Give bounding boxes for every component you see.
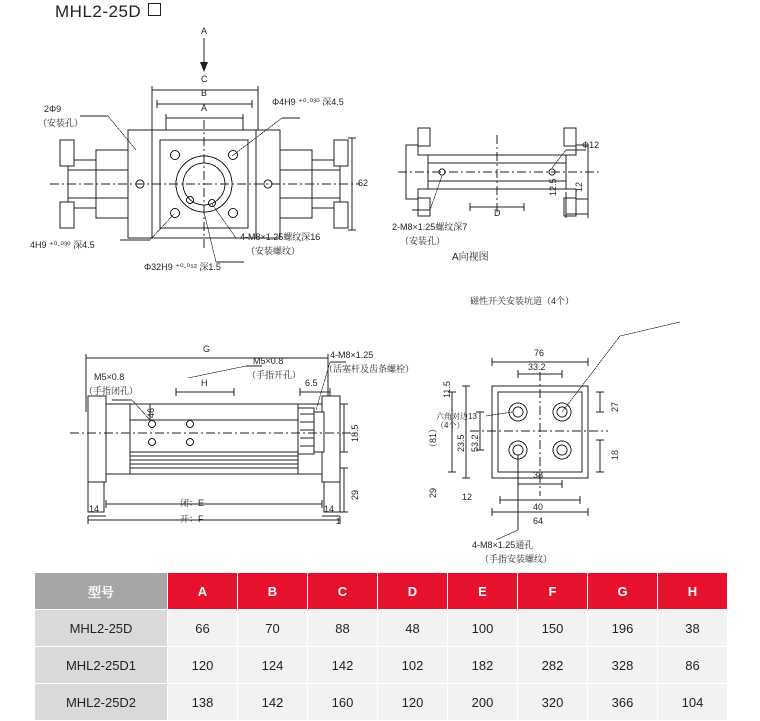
dim-532-label: 53.2 [470, 434, 480, 452]
note-finger-mount-thread: （手指安装螺纹） [480, 554, 553, 564]
cell-e: 200 [448, 684, 518, 721]
table-row [35, 684, 728, 721]
note-phi32h9: Φ32H9 ⁺⁰·⁰⁵² 深1.5 [144, 262, 221, 272]
page-title-text: MHL2-25D [55, 2, 142, 21]
dim-332-label: 33.2 [528, 362, 546, 372]
header-e: E [448, 573, 518, 610]
note-4m8-thread: 4-M8×1.25螺纹深16 [240, 232, 321, 242]
cell-b: 124 [238, 647, 308, 684]
note-mount-thread: （安装螺纹） [246, 246, 301, 256]
dim-1-label: 1 [336, 517, 341, 526]
cell-g: 328 [588, 647, 658, 684]
cell-h: 104 [658, 684, 728, 721]
note-4m8-125: 4-M8×1.25 [330, 350, 374, 360]
dim-65-label: 6.5 [305, 378, 318, 388]
note-hex-13: 六角对边13（4个） [436, 412, 477, 430]
arrow-a-label: A [201, 26, 208, 36]
dim-14-left: 14 [89, 504, 100, 514]
table-row [35, 610, 728, 647]
table-row [35, 647, 728, 684]
cell-a: 138 [168, 684, 238, 721]
cell-a: 66 [168, 610, 238, 647]
cell-model: MHL2-25D1 [35, 647, 168, 684]
header-c: C [308, 573, 378, 610]
dim-d-label: D [494, 208, 501, 218]
dim-b-label: B [201, 88, 208, 98]
cell-c: 160 [308, 684, 378, 721]
dim-27-label: 27 [610, 401, 620, 412]
cell-g: 196 [588, 610, 658, 647]
dim-62-label: 62 [358, 178, 369, 188]
cell-f: 150 [518, 610, 588, 647]
note-4h9: 4H9 ⁺⁰·⁰³⁰ 深4.5 [30, 240, 95, 250]
dim-phi12-label: Φ12 [582, 140, 600, 150]
dim-235-label: 23.5 [456, 434, 466, 452]
dim-40-label: 40 [533, 502, 544, 512]
dim-c-label: C [201, 74, 208, 84]
cell-a: 120 [168, 647, 238, 684]
a-view-caption: A向视图 [452, 252, 489, 263]
note-m5-left: M5×0.8 [94, 372, 125, 382]
cell-d: 48 [378, 610, 448, 647]
header-f: F [518, 573, 588, 610]
header-model: 型号 [35, 573, 168, 610]
note-2m8-thread7: 2-M8×1.25螺纹深7 [392, 222, 468, 232]
dim-h-label: H [201, 378, 208, 388]
cell-model: MHL2-25D [35, 610, 168, 647]
dim-185-label: 18.5 [350, 424, 360, 442]
dim-g-label: G [203, 344, 211, 354]
dim-64-label: 64 [533, 516, 544, 526]
dim-29b-label: 29 [428, 487, 438, 498]
cell-g: 366 [588, 684, 658, 721]
note-finger-close: （手指闭孔） [84, 386, 139, 396]
cell-c: 88 [308, 610, 378, 647]
cell-e: 182 [448, 647, 518, 684]
note-piston-rack: （活塞杆及齿条螺栓） [324, 364, 415, 374]
dim-open-f: 开：F [180, 514, 204, 524]
table-header-row [35, 573, 728, 610]
cell-model: MHL2-25D2 [35, 684, 168, 721]
dim-29-label: 29 [350, 489, 360, 500]
dim-76-label: 76 [534, 348, 545, 358]
dim-125-label: 12.5 [548, 178, 558, 196]
note-2phi9: 2Φ9 [44, 104, 62, 114]
dim-close-e: 闭：E [180, 498, 205, 508]
cell-f: 282 [518, 647, 588, 684]
header-h: H [658, 573, 728, 610]
dim-46-label: 46 [146, 407, 156, 418]
header-d: D [378, 573, 448, 610]
dim-38-label: 38 [533, 470, 544, 480]
note-mount-hole: （安装孔） [38, 118, 84, 128]
dim-a-label: A [201, 103, 208, 113]
note-4m8-through: 4-M8×1.25通孔 [472, 540, 534, 550]
note-finger-open: （手指开孔） [247, 370, 302, 380]
note-m5-top: M5×0.8 [253, 356, 284, 366]
dim-81-label: （81） [428, 423, 438, 452]
note-phi4h9: Φ4H9 ⁺⁰·⁰³⁰ 深4.5 [272, 97, 344, 107]
dim-12-label: 12 [574, 181, 584, 192]
header-b: B [238, 573, 308, 610]
dimension-table [34, 572, 728, 721]
cell-d: 102 [378, 647, 448, 684]
cell-f: 320 [518, 684, 588, 721]
header-g: G [588, 573, 658, 610]
dim-18-label: 18 [610, 449, 620, 460]
cell-d: 120 [378, 684, 448, 721]
header-a: A [168, 573, 238, 610]
note-a-mount-hole: （安装孔） [400, 236, 446, 246]
note-magnetic-switch: 磁性开关安装坑道（4个） [470, 296, 575, 306]
cell-b: 142 [238, 684, 308, 721]
dim-12b-label: 12 [462, 492, 473, 502]
cell-h: 86 [658, 647, 728, 684]
dim-14-right: 14 [324, 504, 335, 514]
cell-e: 100 [448, 610, 518, 647]
cell-b: 70 [238, 610, 308, 647]
dim-115-label: 11.5 [442, 381, 452, 398]
cell-h: 38 [658, 610, 728, 647]
cell-c: 142 [308, 647, 378, 684]
